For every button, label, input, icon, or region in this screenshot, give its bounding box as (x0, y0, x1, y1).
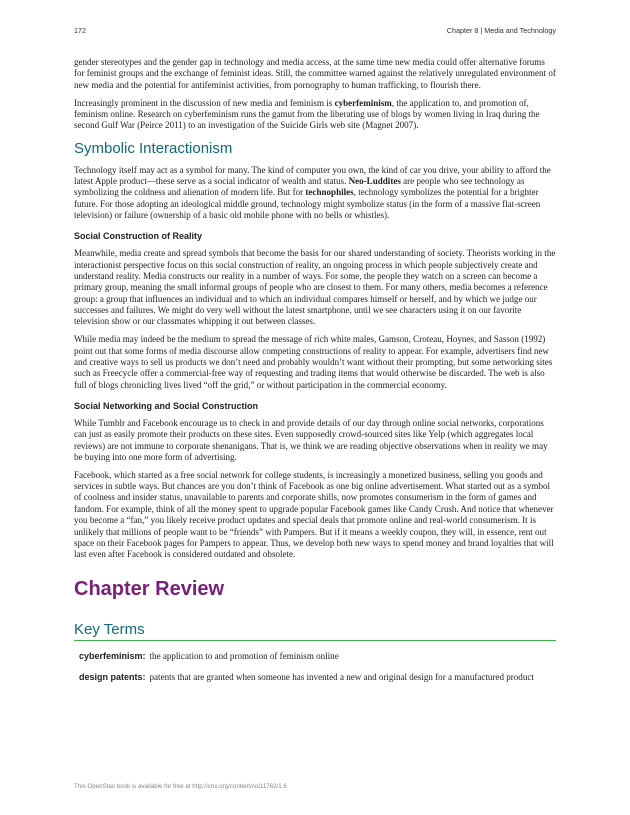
text-run: , technology symbolizes the potential for a brighter future. For those adopting an ideological middle ground, technology might symbolize status (in the form of a massive flat-screen television) or failure (ownership of a basic old mobile phone with no bells or whistles). (74, 187, 541, 220)
social-networking-paragraph-2: Facebook, which started as a free social network for college students, is increasingly a monetized business, selling you goods and services in subtle ways. But chances are you don’t think of Facebook as one big online advertisement. What started out as a symbol of coolness and insider status, unavailable to parents and corporate shills, now promotes consumerism in the form of games and fandom. For example, think of all the money spent to upgrade popular Facebook games like Candy Crush. And notice that whenever you become a “fan,” you likely receive product updates and special deals that promote online and real-world consumerism. It is unlikely that millions of people want to be “friends” with Pampers. But if it means a weekly coupon, they will, in essence, rent out space on their Facebook pages for Pampers to appear. Thus, we develop both new ways to spend money and brand loyalties that will last even after Facebook is considered outdated and obsolete. (74, 469, 554, 560)
key-term-definition: patents that are granted when someone has invented a new and original design for a manufactured product (149, 671, 534, 682)
key-term-technophiles: technophiles (305, 187, 354, 198)
key-term-neo-luddites: Neo-Luddites (348, 175, 401, 186)
key-term-entry (79, 651, 556, 662)
subheading-social-construction: Social Construction of Reality (74, 231, 203, 242)
social-construction-paragraph-2: While media may indeed be the medium to spread the message of rich white males, Gamson, Croteau, Hoynes, and Sasson (1992) point out that some forms of media discourse allow competing constructions of reality to appear. For example, advertisers find new and creative ways to sell us products we don’t need and probably wouldn’t want without their prompting, but some networking sites such as Freecycle offer a commercial-free way of requesting and trading items that would otherwise be discarded. The web is also full of blogs chronicling lives lived “off the grid,” or without participation in the commercial economy. (74, 334, 553, 390)
key-term-cyberfeminism: cyberfeminism (334, 97, 392, 108)
page-footer: This OpenStax book is available for free at http://cnx.org/content/col11762/1.6 (74, 783, 287, 790)
page-number: 172 (74, 26, 86, 35)
intro-paragraph-1: gender stereotypes and the gender gap in technology and media access, at the same time new media could offer alternative forums for feminist groups and the exchange of feminist ideas. Still, the committee warned against the relatively unregulated environment of new media and the potential for antifeminist activities, from pornography to human trafficking, to flourish there. (74, 57, 556, 90)
page-content (74, 57, 556, 683)
text-run: are people who see technology as symbolizing the coldness and alienation of modern life. But for (74, 175, 525, 198)
symbolic-paragraph-1 (74, 165, 556, 222)
chapter-review-heading: Chapter Review (74, 577, 225, 600)
social-construction-paragraph-1: Meanwhile, media create and spread symbols that become the basis for our shared understanding of society. Theorists working in the interactionist perspective focus on this social construction of reality, an ongoing process in which people subjectively create and understand reality. Media constructs our reality in a number of ways. For some, the people they watch on a screen can become a primary group, meaning the small informal groups of people who are closest to them. For many others, media becomes a reference group: a group that influences an individual and to which an individual compares himself or herself, and by which we judge our successes and failures. We might do very well without the latest smartphone, until we see characters using it on our favorite television show or our classmates whipping it out between classes. (74, 248, 556, 327)
key-term-definition: the application to and promotion of feminism online (149, 650, 339, 661)
chapter-title: Chapter 8 | Media and Technology (446, 26, 556, 35)
key-terms-heading: Key Terms (74, 621, 556, 641)
text-run: Technology itself may act as a symbol for many. The kind of computer you own, the kind of car you drive, your ability to afford the latest Apple product—these serve as a social indicator of wealth and status. (74, 164, 551, 186)
text-run: Increasingly prominent in the discussion of new media and feminism is (74, 97, 335, 108)
social-networking-paragraph-1: While Tumblr and Facebook encourage us to check in and provide details of our day through online social networks, corporations can just as easily promote their products on these sites. Even supposedly crowd-sourced sites like Yelp (which aggregates local reviews) are not immune to corporate shenanigans. That is, we think we are reading objective observations when in reality we may be buying into one more form of advertising. (74, 417, 548, 462)
text-run: , the application to, and promotion of, feminism online. Research on cyberfeminism runs the gamut from the liberating use of blogs by women living in Iraq during the second Gulf War (Peirce 2011) to an investigation of the Suicide Girls web site (Magnet 2007). (74, 97, 540, 131)
section-heading-symbolic-interactionism: Symbolic Interactionism (74, 139, 233, 157)
key-term-label: design patents: (79, 671, 146, 682)
key-term-entry (79, 672, 556, 683)
key-term-label: cyberfeminism: (79, 650, 146, 661)
intro-paragraph-2 (74, 98, 556, 132)
subheading-social-networking: Social Networking and Social Construction (74, 400, 259, 411)
